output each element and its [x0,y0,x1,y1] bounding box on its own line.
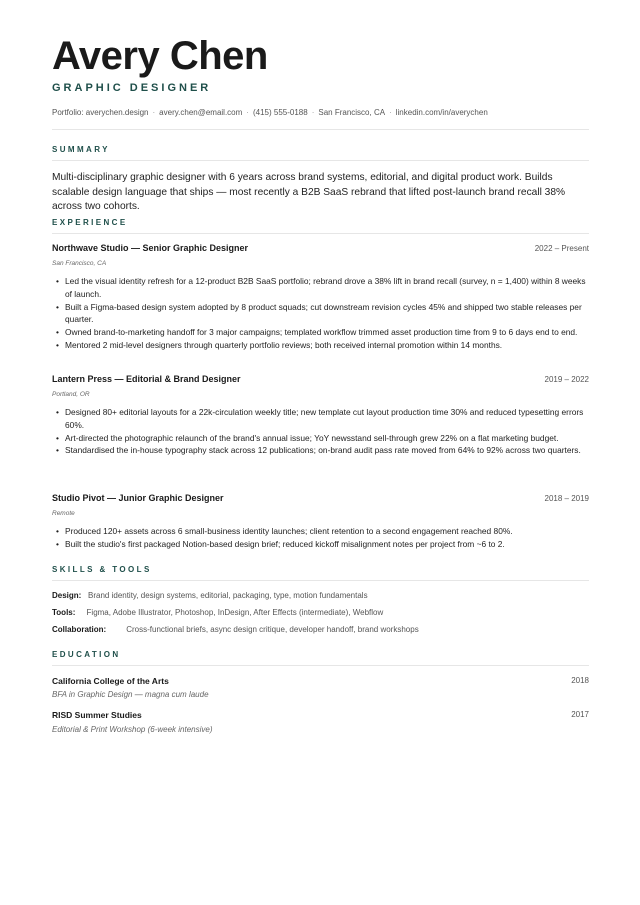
contact-portfolio[interactable]: Portfolio: averychen.design [52,108,149,117]
summary-heading: SUMMARY [52,145,110,154]
education-year: 2017 [571,710,589,719]
contact-separator: · [389,108,392,117]
job-bullets [56,406,589,457]
education-degree: BFA in Graphic Design — magna cum laude [52,690,209,699]
education-year: 2018 [571,676,589,685]
contact-phone: (415) 555-0188 [252,108,308,117]
job-bullet: • Led the visual identity refresh for a 12-product B2B SaaS portfolio; rebrand drove a 38% lift in brand recall (survey, n = 1,400) within 8 weeks of launch. [56,275,589,301]
skill-value: Cross-functional briefs, async design critique, developer handoff, brand workshops [126,625,419,634]
job-bullets [56,525,589,551]
education-heading: EDUCATION [52,650,121,659]
job-title: Northwave Studio — Senior Graphic Designer [52,243,249,253]
skill-row [52,591,368,600]
job-bullet: • Standardised the in-house typography stack across 12 publications; on-brand audit pass rate moved from 64% to 92% across two quarters. [56,444,589,457]
contact-line [52,108,488,117]
skills-heading: SKILLS & TOOLS [52,565,152,574]
skill-value: Figma, Adobe Illustrator, Photoshop, InDesign, After Effects (intermediate), Webflow [86,608,384,617]
candidate-role: GRAPHIC DESIGNER [52,82,212,94]
job-dates: 2022 – Present [534,244,589,253]
job-bullet: • Built a Figma-based design system adopted by 8 product squads; cut downstream revision cycles 45% and shipped two stable releases per quarter. [56,301,589,327]
job-location: San Francisco, CA [52,260,107,267]
skill-label: Design: [52,591,82,600]
job-bullet: • Designed 80+ editorial layouts for a 22k-circulation weekly title; new template cut layout production time 30% and reduced typesetting errors 60%. [56,406,589,432]
candidate-name: Avery Chen [52,34,268,78]
experience-divider [52,233,589,234]
summary-text: Multi-disciplinary graphic designer with 6 years across brand systems, editorial, and digital product work. Builds scalable design language that ships — most recently a B2B SaaS rebrand that lifted post-launch brand recall 38% across two cohorts. [52,172,566,212]
summary-divider [52,160,589,161]
header-divider [52,129,589,130]
education-school: California College of the Arts [52,676,169,686]
job-bullets [56,275,589,352]
job-bullet: • Built the studio's first packaged Notion-based design brief; reduced kickoff misalignment notes per project from ~6 to 2. [56,538,589,551]
experience-heading: EXPERIENCE [52,218,128,227]
contact-separator: · [311,108,315,117]
job-bullet: • Art-directed the photographic relaunch of the brand's annual issue; YoY newsstand sell-through grew 22% on a flat marketing budget. [56,432,589,445]
contact-separator: · [246,108,249,117]
skill-row [52,625,419,634]
skill-row [52,608,383,617]
job-location: Portland, OR [52,391,90,398]
contact-linkedin[interactable]: linkedin.com/in/averychen [395,108,488,117]
job-dates: 2018 – 2019 [544,494,589,503]
job-location: Remote [52,510,75,517]
skill-label: Tools: [52,608,76,617]
skill-label: Collaboration: [52,625,107,634]
job-bullet: • Mentored 2 mid-level designers through quarterly portfolio reviews; both received internal promotion within 14 months. [56,339,589,352]
education-divider [52,665,589,666]
job-title: Studio Pivot — Junior Graphic Designer [52,493,224,503]
contact-email[interactable]: avery.chen@email.com [159,108,243,117]
job-bullet: • Produced 120+ assets across 6 small-business identity launches; client retention to a second engagement reached 80%. [56,525,589,538]
education-school: RISD Summer Studies [52,710,142,720]
job-title: Lantern Press — Editorial & Brand Designer [52,374,241,384]
job-bullet: • Owned brand-to-marketing handoff for 3 major campaigns; templated workflow trimmed asset production time from 9 to 6 days end to end. [56,326,589,339]
contact-location: San Francisco, CA [318,108,386,117]
skill-value: Brand identity, design systems, editorial, packaging, type, motion fundamentals [88,591,368,600]
skills-divider [52,580,589,581]
education-degree: Editorial & Print Workshop (6-week intensive) [52,725,213,734]
contact-separator: · [152,108,156,117]
job-dates: 2019 – 2022 [544,375,589,384]
